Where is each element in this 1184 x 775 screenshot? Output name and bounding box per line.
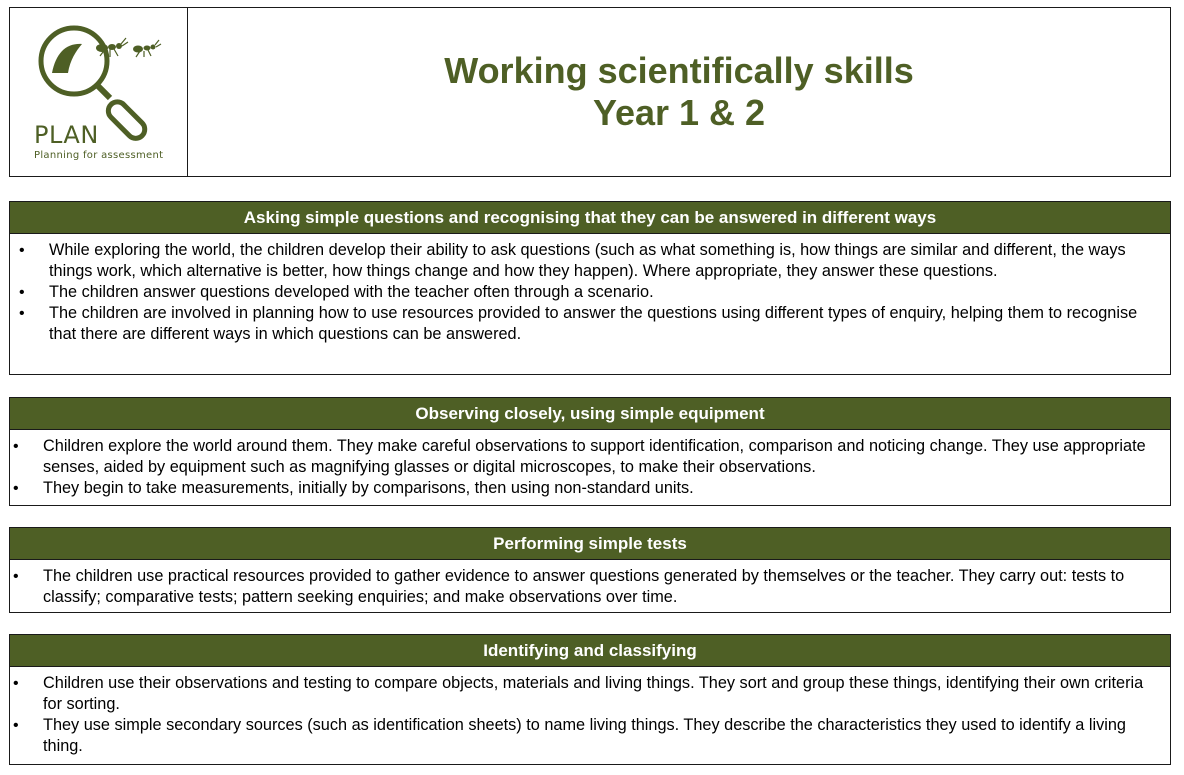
list-item: • The children use practical resources provided to gather evidence to answer questions generated by themselves or the teacher. They carry out: tests to classify; comparative tests; pattern seeking enquiries; and make observations over time. <box>43 566 1162 608</box>
page-header <box>9 7 1171 177</box>
section-identifying <box>9 634 1171 765</box>
logo <box>10 8 188 176</box>
list-item: • The children are involved in planning how to use resources provided to answer the questions using different types of enquiry, helping them to recognise that there are different ways in which questions can be answered. <box>49 303 1162 345</box>
section-asking-questions <box>9 201 1171 375</box>
list-item: • Children use their observations and testing to compare objects, materials and living things. They sort and group these things, identifying their own criteria for sorting. <box>43 673 1162 715</box>
list-item: • While exploring the world, the children develop their ability to ask questions (such as what something is, how things are similar and different, the ways things work, which alternative is better, how things change and how they happen). Where appropriate, they answer these questions. <box>49 240 1162 282</box>
list-item: • The children answer questions developed with the teacher often through a scenario. <box>49 282 1162 303</box>
section-performing-tests <box>9 527 1171 613</box>
section-heading: Asking simple questions and recognising that they can be answered in different ways <box>10 202 1170 234</box>
page-subtitle: Year 1 & 2 <box>592 92 766 133</box>
list-item: • They use simple secondary sources (such as identification sheets) to name living things. They describe the characteristics they used to identify a living thing. <box>43 715 1162 757</box>
bullet-list <box>10 667 1170 761</box>
section-observing <box>9 397 1171 506</box>
page-title: Working scientifically skills <box>444 50 914 91</box>
list-item: • They begin to take measurements, initially by comparisons, then using non-standard units. <box>43 478 1162 499</box>
title-block <box>188 8 1170 176</box>
section-heading: Identifying and classifying <box>10 635 1170 667</box>
brand-tagline: Planning for assessment <box>34 150 164 161</box>
bullet-list <box>10 234 1170 351</box>
bullet-list <box>10 430 1170 503</box>
bullet-list <box>10 560 1170 612</box>
section-heading: Performing simple tests <box>10 528 1170 560</box>
section-heading: Observing closely, using simple equipment <box>10 398 1170 430</box>
brand-name: PLAN <box>34 121 99 149</box>
list-item: • Children explore the world around them. They make careful observations to support identification, comparison and noticing change. They use appropriate senses, aided by equipment such as magnifying glasses or digital microscopes, to make their observations. <box>43 436 1162 478</box>
